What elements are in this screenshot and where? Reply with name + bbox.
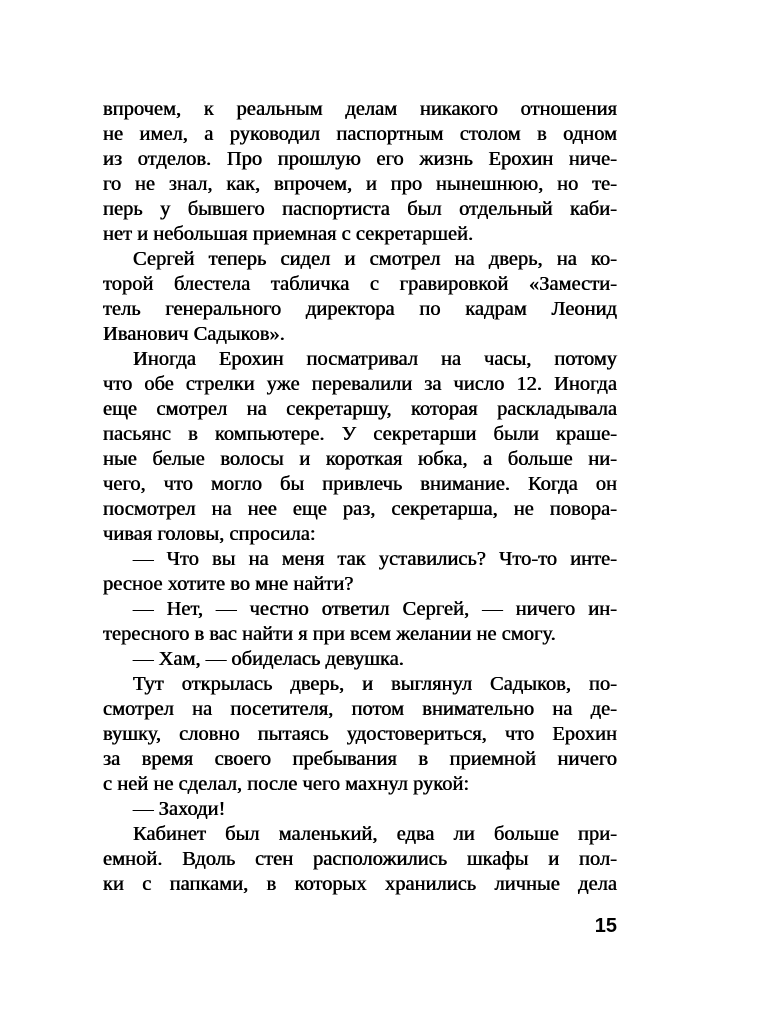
text-line: Тут открылась дверь, и выглянул Садыков, по- [133,673,617,695]
text-line: Иногда Ерохин посматривал на часы, потому [133,348,617,370]
text-line: Иванович Садыков». [103,323,285,345]
text-line: Сергей теперь сидел и смотрел на дверь, на ко- [133,248,617,270]
text-line: пасьянс в компьютере. У секретарши были краше- [103,423,617,445]
text-line: посмотрел на нее еще раз, секретарша, не повора- [103,498,617,520]
text-line: не имел, а руководил паспортным столом в одном [103,123,617,145]
text-line: вушку, словно пытаясь удостовериться, что Ерохин [103,723,617,745]
text-line: с ней не сделал, после чего махнул рукой: [103,773,470,795]
text-line: тель генерального директора по кадрам Леонид [103,298,617,320]
text-line: — Заходи! [133,798,226,820]
text-line: что обе стрелки уже перевалили за число 12. Иногда [103,373,617,395]
text-line: еще смотрел на секретаршу, которая раскладывала [103,398,617,420]
text-line: из отделов. Про прошлую его жизнь Ерохин ниче- [103,148,617,170]
text-line: перь у бывшего паспортиста был отдельный каби- [103,198,617,220]
text-line: — Нет, — честно ответил Сергей, — ничего ин- [133,598,617,620]
text-line: чего, что могло бы привлечь внимание. Когда он [103,473,617,495]
text-line: чивая головы, спросила: [103,523,316,545]
text-line: Кабинет был маленький, едва ли больше при- [133,823,617,845]
text-line: впрочем, к реальным делам никакого отношения [103,98,617,120]
text-line: за время своего пребывания в приемной ничего [103,748,617,770]
text-line: нет и небольшая приемная с секретаршей. [103,223,474,245]
text-line: емной. Вдоль стен расположились шкафы и пол- [103,848,617,870]
text-line: ные белые волосы и короткая юбка, а больше ни- [103,448,617,470]
body-text [103,97,617,897]
page-number: 15 [594,915,617,937]
text-line: тересного в вас найти я при всем желании не смогу. [103,623,556,645]
text-line: — Что вы на меня так уставились? Что-то инте- [133,548,617,570]
text-line: — Хам, — обиделась девушка. [133,648,404,670]
text-line: го не знал, как, впрочем, и про нынешнюю, но те- [103,173,617,195]
text-line: ки с папками, в которых хранились личные дела [103,873,617,895]
text-line: торой блестела табличка с гравировкой «Замести- [103,273,617,295]
text-line: смотрел на посетителя, потом внимательно на де- [103,698,617,720]
text-line: ресное хотите во мне найти? [103,573,354,595]
